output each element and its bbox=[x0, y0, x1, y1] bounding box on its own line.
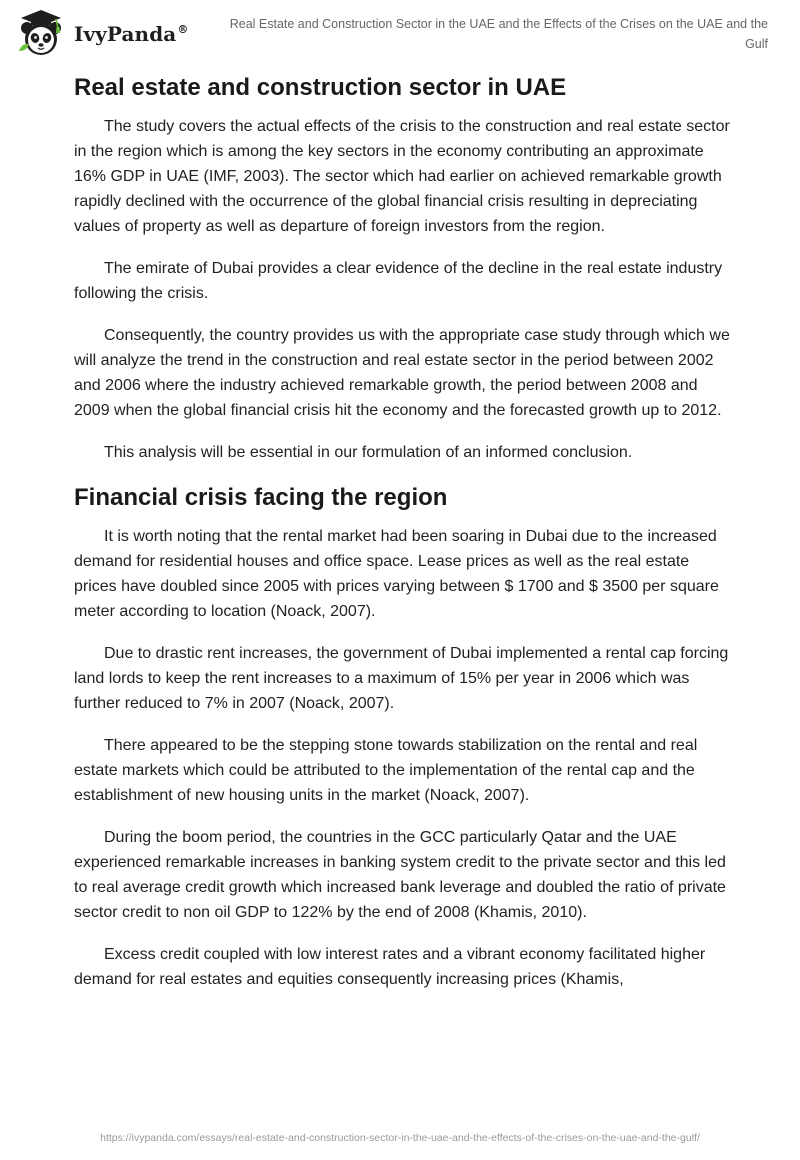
paragraph: Excess credit coupled with low interest rates and a vibrant economy facilitated higher demand for real estates and equities consequently increasing prices (Khamis, bbox=[74, 946, 706, 988]
registered-mark: ® bbox=[177, 23, 189, 37]
panda-graduation-cap-icon bbox=[16, 8, 66, 58]
source-url[interactable]: https://ivypanda.com/essays/real-estate-and-construction-sector-in-the-uae-and-the-effects-of-the-crises-on-the-uae-and-the-gulf/ bbox=[100, 1132, 700, 1144]
paragraph: The study covers the actual effects of the crisis to the construction and real estate sector in the region which is among the key sectors in the economy contributing an approximate 16% GDP in UAE (IMF, 2003). The sector which had earlier on achieved remarkable growth rapidly declined with the occurrence of the global financial crisis resulting in depreciating values of property as well as departure of foreign investors from the region. bbox=[74, 118, 730, 235]
page-header bbox=[0, 0, 800, 70]
essay-content bbox=[74, 70, 734, 1009]
paragraph: There appeared to be the stepping stone towards stabilization on the rental and real estate markets which could be attributed to the implementation of the rental cap and the establishment of new housing units in the market (Noack, 2007). bbox=[74, 737, 698, 804]
logo-wordmark bbox=[74, 22, 188, 46]
section-heading-real-estate: Real estate and construction sector in UAE bbox=[74, 74, 567, 101]
paragraph: The emirate of Dubai provides a clear evidence of the decline in the real estate industry following the crisis. bbox=[74, 260, 723, 302]
paragraph: Due to drastic rent increases, the government of Dubai implemented a rental cap forcing land lords to keep the rent increases to a maximum of 15% per year in 2006 which was further reduced to 7% in 2007 (Noack, 2007). bbox=[74, 645, 729, 712]
paragraph: During the boom period, the countries in the GCC particularly Qatar and the UAE experienced remarkable increases in banking system credit to the private sector and this led to real average credit growth which increased bank leverage and doubled the ratio of private sector credit to non oil GDP to 122% by the end of 2008 (Khamis, 2010). bbox=[74, 829, 726, 921]
paragraph: It is worth noting that the rental market had been soaring in Dubai due to the increased demand for residential houses and office space. Lease prices as well as the real estate prices have doubled since 2005 with prices varying between $ 1700 and $ 3500 per square meter according to location (Noack, 2007). bbox=[74, 528, 719, 620]
paragraph: This analysis will be essential in our formulation of an informed conclusion. bbox=[104, 444, 633, 461]
ivypanda-logo[interactable] bbox=[16, 8, 188, 58]
section-heading-financial-crisis: Financial crisis facing the region bbox=[74, 484, 448, 511]
document-title: Real Estate and Construction Sector in the UAE and the Effects of the Crises on the UAE and the Gulf bbox=[229, 17, 768, 51]
logo-text: IvyPanda bbox=[74, 22, 177, 46]
paragraph: Consequently, the country provides us with the appropriate case study through which we will analyze the trend in the construction and real estate sector in the period between 2002 and 2006 where the industry achieved remarkable growth, the period between 2008 and 2009 when the global financial crisis hit the economy and the forecasted growth up to 2012. bbox=[74, 327, 730, 419]
